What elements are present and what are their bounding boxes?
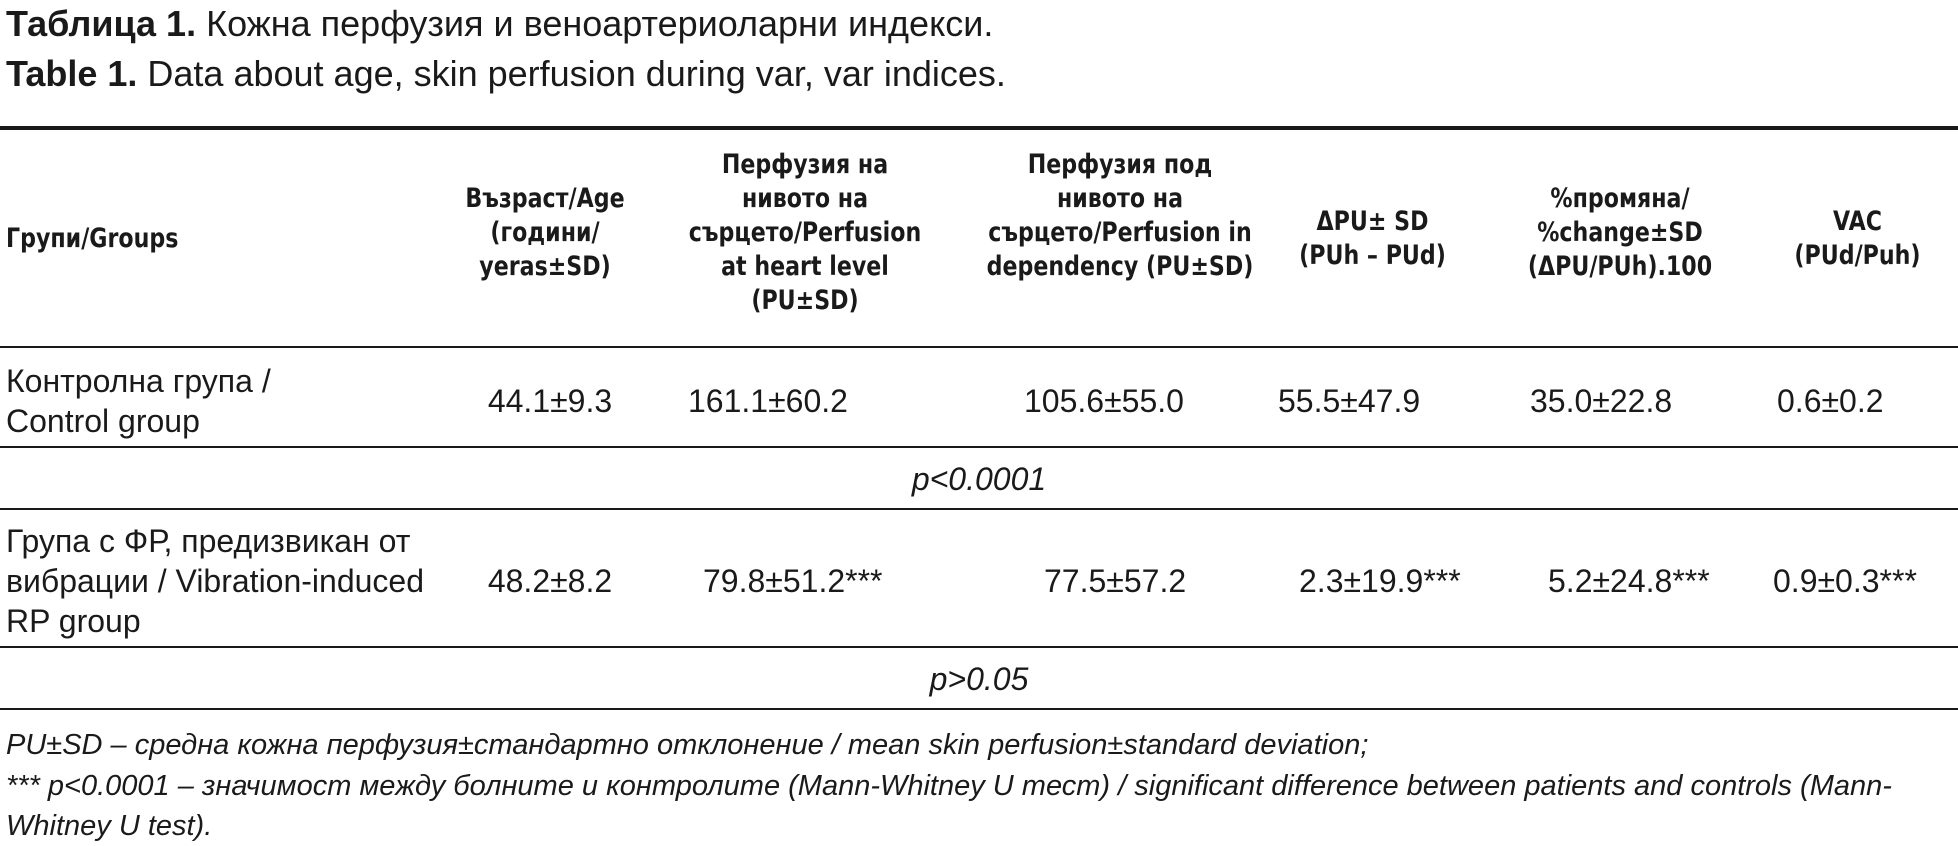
header-dpu: ΔPU± SD (PUh – PUd) <box>1299 206 1446 271</box>
row2-perf-dep: 77.5±57.2 <box>1044 563 1187 599</box>
stat1-rule <box>0 508 1958 510</box>
row2-vac: 0.9±0.3*** <box>1773 563 1917 599</box>
row2-perf-heart: 79.8±51.2*** <box>703 563 883 599</box>
header-rule <box>0 346 1958 348</box>
row1-dpu: 55.5±47.9 <box>1278 383 1421 419</box>
header-groups: Групи/Groups <box>6 223 179 254</box>
table-bottom-rule <box>0 708 1958 710</box>
stat-row-2: p>0.05 <box>929 661 1029 697</box>
row2-rule <box>0 646 1958 648</box>
row2-age: 48.2±8.2 <box>487 563 613 599</box>
table-label-en: Table 1. <box>6 53 138 94</box>
row2-group: Група с ФР, предизвикан от вибрации / Vibration-induced RP group <box>6 523 425 639</box>
row1-age: 44.1±9.3 <box>487 383 613 419</box>
table-caption-bg: Кожна перфузия и веноартериоларни индекси. <box>206 3 994 44</box>
footnote-1: PU±SD – средна кожна перфузия±стандартно отклонение / mean skin perfusion±standard deviation; <box>6 729 1369 761</box>
stat-row-1: p<0.0001 <box>911 461 1047 497</box>
table-top-rule <box>0 126 1958 130</box>
row1-rule <box>0 446 1958 448</box>
header-vac: VAC (PUd/Puh) <box>1794 206 1921 271</box>
row1-change: 35.0±22.8 <box>1530 383 1673 419</box>
header-perf-heart: Перфузия на нивото на сърцето/Perfusion at heart level (PU±SD) <box>688 149 922 316</box>
row1-perf-heart: 161.1±60.2 <box>688 383 848 419</box>
table-caption-en: Data about age, skin perfusion during var, var indices. <box>147 53 1006 94</box>
table-label-bg: Таблица 1. <box>6 3 197 44</box>
row1-vac: 0.6±0.2 <box>1777 383 1884 419</box>
table-title-bg <box>6 2 993 46</box>
header-change: %промяна/ %change±SD (ΔPU/PUh).100 <box>1527 183 1713 282</box>
row2-dpu: 2.3±19.9*** <box>1299 563 1461 599</box>
row1-group: Контролна група / Control group <box>6 363 271 439</box>
header-perf-dep: Перфузия под нивото на сърцето/Perfusion in dependency (PU±SD) <box>986 149 1254 282</box>
header-age: Възраст/Age (години/ yeras±SD) <box>465 183 625 282</box>
row2-change: 5.2±24.8*** <box>1548 563 1710 599</box>
row1-perf-dep: 105.6±55.0 <box>1024 383 1184 419</box>
table-title-en <box>6 52 1006 96</box>
footnote-2: *** p<0.0001 – значимост между болните и контролите (Mann-Whitney U тест) / significant difference between patients and controls (Mann-Whitney U test). <box>6 770 1892 842</box>
